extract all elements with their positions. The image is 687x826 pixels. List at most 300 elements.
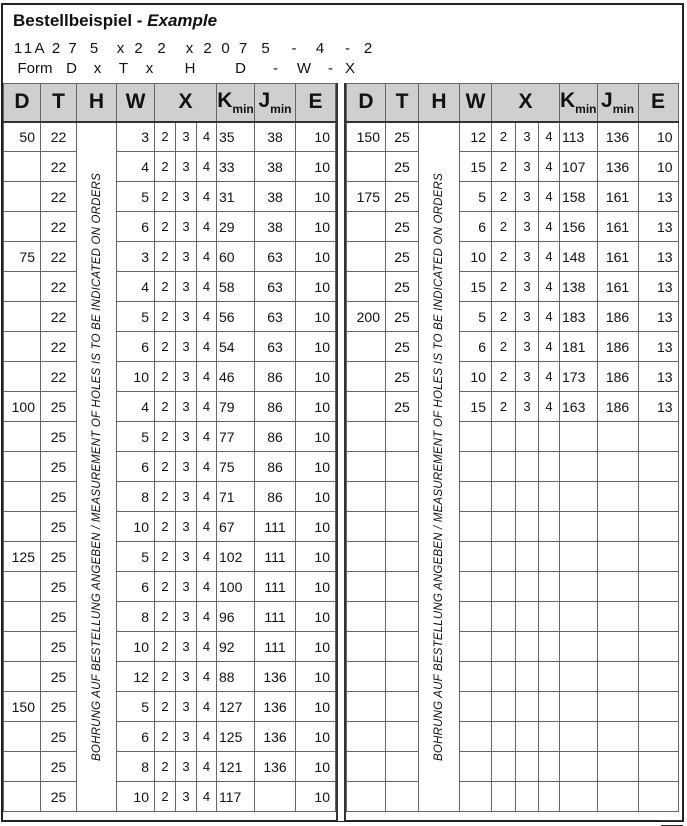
cell-x2: 3	[176, 692, 197, 722]
cell-x1: 2	[155, 752, 176, 782]
header-j: $J_{min}$	[597, 84, 638, 122]
cell-x3: 4	[197, 752, 217, 782]
cell-k: 77	[217, 422, 255, 452]
cell-x1	[492, 452, 516, 482]
cell-k: 158	[560, 182, 598, 212]
cell-d	[4, 272, 41, 302]
cell-d	[347, 482, 386, 512]
cell-x3: 4	[197, 722, 217, 752]
cell-w: 4	[117, 272, 155, 302]
cell-w	[460, 572, 492, 602]
cell-x3	[539, 542, 560, 572]
cell-e	[638, 512, 678, 542]
cell-x2: 3	[516, 362, 539, 392]
cell-x1: 2	[155, 122, 176, 152]
code-token: 4	[315, 40, 325, 57]
cell-j: 63	[255, 332, 296, 362]
cell-d	[347, 782, 386, 812]
cell-x2: 3	[176, 782, 197, 812]
cell-k: 96	[217, 602, 255, 632]
cell-x3	[539, 512, 560, 542]
rotated-note: BOHRUNG AUF BESTELLUNG ANGEBEN / MEASUREMENT OF HOLES IS TO BE INDICATED ON ORDERS	[90, 172, 103, 761]
cell-x3	[539, 632, 560, 662]
cell-j	[597, 632, 638, 662]
table-row	[347, 782, 679, 812]
code-token: 0	[221, 40, 230, 57]
table-row	[347, 692, 679, 722]
header-e: E	[638, 84, 678, 122]
cell-k: 113	[560, 122, 598, 152]
code-token: Form	[17, 60, 53, 77]
table-row	[4, 362, 336, 392]
cell-x3: 4	[197, 362, 217, 392]
cell-j: 63	[255, 302, 296, 332]
cell-w: 10	[117, 782, 155, 812]
cell-e: 13	[638, 212, 678, 242]
cell-e	[638, 482, 678, 512]
cell-d: 150	[4, 692, 41, 722]
cell-e: 13	[638, 362, 678, 392]
cell-x3	[539, 482, 560, 512]
cell-e: 10	[296, 542, 336, 572]
cell-t: 22	[41, 182, 77, 212]
cell-d	[347, 602, 386, 632]
cell-x2	[516, 722, 539, 752]
cell-k: 67	[217, 512, 255, 542]
cell-j	[597, 452, 638, 482]
cell-j: 111	[255, 572, 296, 602]
cell-t: 25	[386, 392, 419, 422]
code-token: W	[296, 60, 312, 77]
cell-x2	[516, 512, 539, 542]
table-row	[4, 392, 336, 422]
cell-d	[347, 752, 386, 782]
cell-t	[386, 452, 419, 482]
header-k: $K_{min}$	[217, 84, 255, 122]
cell-x1: 2	[492, 212, 516, 242]
cell-d	[4, 572, 41, 602]
cell-k: 148	[560, 242, 598, 272]
cell-e: 10	[296, 572, 336, 602]
cell-x3: 4	[539, 362, 560, 392]
cell-e: 10	[296, 482, 336, 512]
cell-e: 10	[296, 122, 336, 152]
cell-x1	[492, 572, 516, 602]
cell-x3	[539, 692, 560, 722]
code-token: 7	[68, 40, 77, 57]
cell-x3: 4	[197, 542, 217, 572]
cell-x3: 4	[197, 632, 217, 662]
cell-x2: 3	[516, 152, 539, 182]
header-t: T	[41, 84, 77, 122]
cell-x3: 4	[197, 152, 217, 182]
table-row	[4, 722, 336, 752]
cell-w: 5	[460, 302, 492, 332]
cell-x2	[516, 482, 539, 512]
cell-d: 75	[4, 242, 41, 272]
cell-x1	[492, 602, 516, 632]
cell-j: 86	[255, 482, 296, 512]
cell-k: 58	[217, 272, 255, 302]
order-code-legend	[13, 60, 358, 77]
cell-t: 25	[41, 752, 77, 782]
cell-j	[597, 602, 638, 632]
cell-e	[638, 542, 678, 572]
cell-k: 54	[217, 332, 255, 362]
code-token: -	[328, 60, 333, 77]
cell-x2: 3	[176, 752, 197, 782]
cell-x2: 3	[176, 122, 197, 152]
cell-j: 186	[597, 302, 638, 332]
table-row	[4, 332, 336, 362]
cell-x3: 4	[539, 392, 560, 422]
cell-d	[4, 512, 41, 542]
cell-x1: 2	[492, 152, 516, 182]
table-row	[4, 122, 336, 152]
cell-d	[347, 572, 386, 602]
cell-k: 33	[217, 152, 255, 182]
cell-w: 5	[117, 692, 155, 722]
cell-k	[560, 422, 598, 452]
cell-x1: 2	[155, 212, 176, 242]
cell-d	[347, 332, 386, 362]
header-j: $J_{min}$	[255, 84, 296, 122]
cell-x2	[516, 662, 539, 692]
cell-x3: 4	[197, 512, 217, 542]
cell-e	[638, 632, 678, 662]
cell-d	[4, 452, 41, 482]
cell-d	[4, 482, 41, 512]
cell-e: 10	[296, 272, 336, 302]
cell-d	[347, 452, 386, 482]
table-row	[347, 122, 679, 152]
cell-w: 5	[460, 182, 492, 212]
cell-x2: 3	[516, 392, 539, 422]
table-row	[347, 632, 679, 662]
cell-t: 22	[41, 332, 77, 362]
cell-k	[560, 752, 598, 782]
cell-t	[386, 722, 419, 752]
cell-x3	[539, 752, 560, 782]
table-row	[4, 512, 336, 542]
cell-e: 10	[296, 662, 336, 692]
cell-t: 22	[41, 362, 77, 392]
left-table	[3, 83, 336, 812]
cell-j: 86	[255, 362, 296, 392]
cell-d: 100	[4, 392, 41, 422]
cell-t: 25	[386, 152, 419, 182]
cell-x1: 2	[155, 392, 176, 422]
cell-w	[460, 542, 492, 572]
cell-x1: 2	[155, 662, 176, 692]
cell-j	[255, 782, 296, 812]
cell-t: 25	[41, 692, 77, 722]
note-column	[77, 122, 117, 812]
cell-x1: 2	[492, 122, 516, 152]
cell-x1: 2	[155, 242, 176, 272]
cell-t: 22	[41, 242, 77, 272]
cell-d	[4, 182, 41, 212]
cell-x1: 2	[492, 392, 516, 422]
cell-j: 86	[255, 452, 296, 482]
cell-k: 181	[560, 332, 598, 362]
cell-w: 6	[460, 332, 492, 362]
cell-x2: 3	[176, 302, 197, 332]
cell-w: 6	[117, 332, 155, 362]
cell-e: 13	[638, 272, 678, 302]
cell-w: 3	[117, 242, 155, 272]
table-row	[4, 302, 336, 332]
cell-j	[597, 542, 638, 572]
table-row	[4, 152, 336, 182]
cell-t: 25	[386, 332, 419, 362]
cell-w	[460, 512, 492, 542]
header-t: T	[386, 84, 419, 122]
cell-x1	[492, 542, 516, 572]
cell-d	[4, 662, 41, 692]
cell-j: 38	[255, 182, 296, 212]
code-token: D	[235, 60, 246, 77]
cell-j	[597, 752, 638, 782]
cell-w: 3	[117, 122, 155, 152]
table-row	[347, 572, 679, 602]
cell-w: 15	[460, 152, 492, 182]
cell-t: 22	[41, 212, 77, 242]
cell-j	[597, 512, 638, 542]
cell-w: 6	[460, 212, 492, 242]
cell-x1: 2	[155, 362, 176, 392]
cell-k: 125	[217, 722, 255, 752]
cell-w	[460, 662, 492, 692]
cell-x1	[492, 482, 516, 512]
cell-w: 6	[117, 572, 155, 602]
cell-w: 6	[117, 212, 155, 242]
cell-j: 111	[255, 542, 296, 572]
cell-d: 125	[4, 542, 41, 572]
cell-k: 138	[560, 272, 598, 302]
code-token: x	[185, 40, 194, 57]
cell-x3: 4	[197, 392, 217, 422]
cell-e	[638, 602, 678, 632]
cell-w: 5	[117, 182, 155, 212]
cell-k: 121	[217, 752, 255, 782]
table-row	[347, 152, 679, 182]
cell-j: 136	[597, 152, 638, 182]
table-row	[347, 392, 679, 422]
cell-x2: 3	[516, 302, 539, 332]
cell-x1: 2	[155, 152, 176, 182]
cell-t	[386, 422, 419, 452]
cell-x1: 2	[155, 422, 176, 452]
table-row	[347, 722, 679, 752]
cell-w: 5	[117, 422, 155, 452]
code-token: 1	[23, 40, 33, 57]
code-token: -	[345, 40, 350, 57]
cell-x3: 4	[539, 302, 560, 332]
cell-j: 186	[597, 392, 638, 422]
cell-k: 92	[217, 632, 255, 662]
cell-k: 60	[217, 242, 255, 272]
cell-x1: 2	[155, 542, 176, 572]
header-w: W	[460, 84, 492, 122]
cell-x1	[492, 722, 516, 752]
cell-t: 25	[41, 722, 77, 752]
cell-x2	[516, 752, 539, 782]
table-row	[347, 452, 679, 482]
header-d: D	[347, 84, 386, 122]
cell-x2: 3	[176, 362, 197, 392]
cell-k: 88	[217, 662, 255, 692]
cell-j: 136	[255, 662, 296, 692]
cell-j: 111	[255, 512, 296, 542]
cell-e: 10	[296, 602, 336, 632]
cell-d	[347, 212, 386, 242]
cell-d	[347, 422, 386, 452]
cell-j	[597, 422, 638, 452]
cell-t	[386, 752, 419, 782]
cell-x3	[539, 722, 560, 752]
cell-t	[386, 542, 419, 572]
cell-x1	[492, 752, 516, 782]
cell-x3: 4	[197, 242, 217, 272]
cell-t	[386, 482, 419, 512]
cell-x2: 3	[176, 332, 197, 362]
cell-e: 10	[296, 632, 336, 662]
cell-k: 107	[560, 152, 598, 182]
cell-j: 63	[255, 272, 296, 302]
cell-w: 10	[460, 242, 492, 272]
cell-e	[638, 422, 678, 452]
cell-t: 25	[41, 542, 77, 572]
cell-x1: 2	[492, 362, 516, 392]
header-d: D	[4, 84, 41, 122]
cell-t: 22	[41, 272, 77, 302]
code-token: 2	[134, 40, 143, 57]
cell-d	[4, 332, 41, 362]
cell-x2	[516, 452, 539, 482]
cell-t: 25	[386, 272, 419, 302]
cell-x1: 2	[492, 332, 516, 362]
cell-e: 10	[296, 692, 336, 722]
cell-j	[597, 782, 638, 812]
cell-w: 15	[460, 392, 492, 422]
cell-t: 25	[41, 452, 77, 482]
cell-d	[4, 362, 41, 392]
cell-d	[347, 512, 386, 542]
cell-x3: 4	[197, 422, 217, 452]
cell-j	[597, 482, 638, 512]
cell-e: 10	[638, 122, 678, 152]
cell-t	[386, 572, 419, 602]
right-header-row	[347, 84, 679, 122]
cell-e	[638, 782, 678, 812]
table-row	[4, 212, 336, 242]
cell-d: 50	[4, 122, 41, 152]
cell-w: 4	[117, 392, 155, 422]
cell-k	[560, 542, 598, 572]
cell-k: 46	[217, 362, 255, 392]
code-token: 1	[13, 40, 23, 57]
table-row	[347, 362, 679, 392]
code-token: x	[116, 40, 125, 57]
cell-j: 86	[255, 422, 296, 452]
cell-t: 25	[41, 662, 77, 692]
cell-j: 161	[597, 242, 638, 272]
cell-w: 12	[460, 122, 492, 152]
table-row	[4, 482, 336, 512]
header-x: X	[155, 84, 217, 122]
cell-x3	[539, 782, 560, 812]
cell-k	[560, 722, 598, 752]
table-divider	[336, 83, 346, 821]
cell-e	[638, 452, 678, 482]
cell-j	[597, 662, 638, 692]
code-token: x	[145, 60, 154, 77]
cell-w	[460, 602, 492, 632]
cell-j	[597, 572, 638, 602]
cell-x2: 3	[176, 662, 197, 692]
cell-x2: 3	[176, 452, 197, 482]
cell-e: 10	[296, 212, 336, 242]
cell-e: 10	[296, 752, 336, 782]
cell-t: 25	[41, 632, 77, 662]
title-area	[3, 5, 686, 85]
cell-d	[347, 542, 386, 572]
cell-x2: 3	[176, 602, 197, 632]
cell-x3: 4	[197, 332, 217, 362]
cell-x3: 4	[197, 782, 217, 812]
cell-t	[386, 662, 419, 692]
cell-x3	[539, 662, 560, 692]
cell-d	[4, 782, 41, 812]
cell-d: 200	[347, 302, 386, 332]
cell-k: 79	[217, 392, 255, 422]
cell-x3: 4	[197, 662, 217, 692]
cell-d	[347, 632, 386, 662]
cell-j: 136	[597, 122, 638, 152]
header-h: H	[77, 84, 117, 122]
cell-w	[460, 782, 492, 812]
code-token: -	[291, 40, 297, 57]
cell-x1: 2	[155, 572, 176, 602]
cell-j: 136	[255, 722, 296, 752]
cell-x1	[492, 422, 516, 452]
cell-k: 100	[217, 572, 255, 602]
cell-w: 5	[117, 302, 155, 332]
cell-k: 102	[217, 542, 255, 572]
cell-x3: 4	[539, 122, 560, 152]
cell-t: 25	[386, 302, 419, 332]
cell-x1: 2	[492, 182, 516, 212]
table-row	[347, 242, 679, 272]
table-row	[347, 422, 679, 452]
cell-e	[638, 752, 678, 782]
cell-x2: 3	[176, 422, 197, 452]
cell-e: 13	[638, 242, 678, 272]
table-row	[347, 302, 679, 332]
cell-x1: 2	[155, 722, 176, 752]
cell-x3: 4	[197, 572, 217, 602]
code-token: A	[34, 40, 45, 57]
cell-w	[460, 632, 492, 662]
code-token: 2	[51, 40, 61, 57]
table-row	[4, 632, 336, 662]
cell-x3: 4	[197, 602, 217, 632]
cell-k: 163	[560, 392, 598, 422]
cell-e	[638, 662, 678, 692]
code-token: T	[118, 60, 129, 77]
cell-w: 10	[117, 512, 155, 542]
